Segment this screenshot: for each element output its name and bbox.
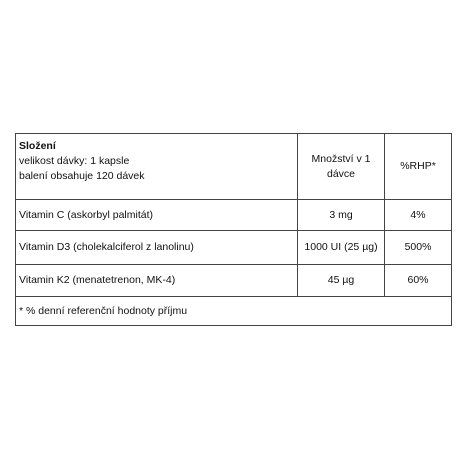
footnote-text: * % denní referenční hodnoty příjmu: [16, 297, 452, 326]
nutrient-name: Vitamin K2 (menatetrenon, MK-4): [16, 265, 298, 297]
nutrient-name: Vitamin C (askorbyl palmitát): [16, 200, 298, 231]
composition-cell: [16, 134, 298, 200]
nutrient-amount: 3 mg: [298, 200, 385, 231]
package-content-text: balení obsahuje 120 dávek: [19, 170, 145, 182]
amount-column-header: Množství v 1 dávce: [298, 134, 385, 200]
serving-size-text: velikost dávky: 1 kapsle: [19, 155, 130, 167]
table-row: [16, 265, 452, 297]
composition-title: Složení: [19, 140, 56, 152]
table-row: [16, 231, 452, 265]
table-footnote-row: [16, 297, 452, 326]
nutrition-table: [15, 133, 452, 326]
rhp-column-header: %RHP*: [385, 134, 452, 200]
nutrient-name: Vitamin D3 (cholekalciferol z lanolinu): [16, 231, 298, 265]
table-row: [16, 200, 452, 231]
nutrient-rhp: 500%: [385, 231, 452, 265]
nutrient-amount: 1000 UI (25 µg): [298, 231, 385, 265]
nutrient-amount: 45 µg: [298, 265, 385, 297]
nutrient-rhp: 60%: [385, 265, 452, 297]
table-header-row: [16, 134, 452, 200]
nutrient-rhp: 4%: [385, 200, 452, 231]
